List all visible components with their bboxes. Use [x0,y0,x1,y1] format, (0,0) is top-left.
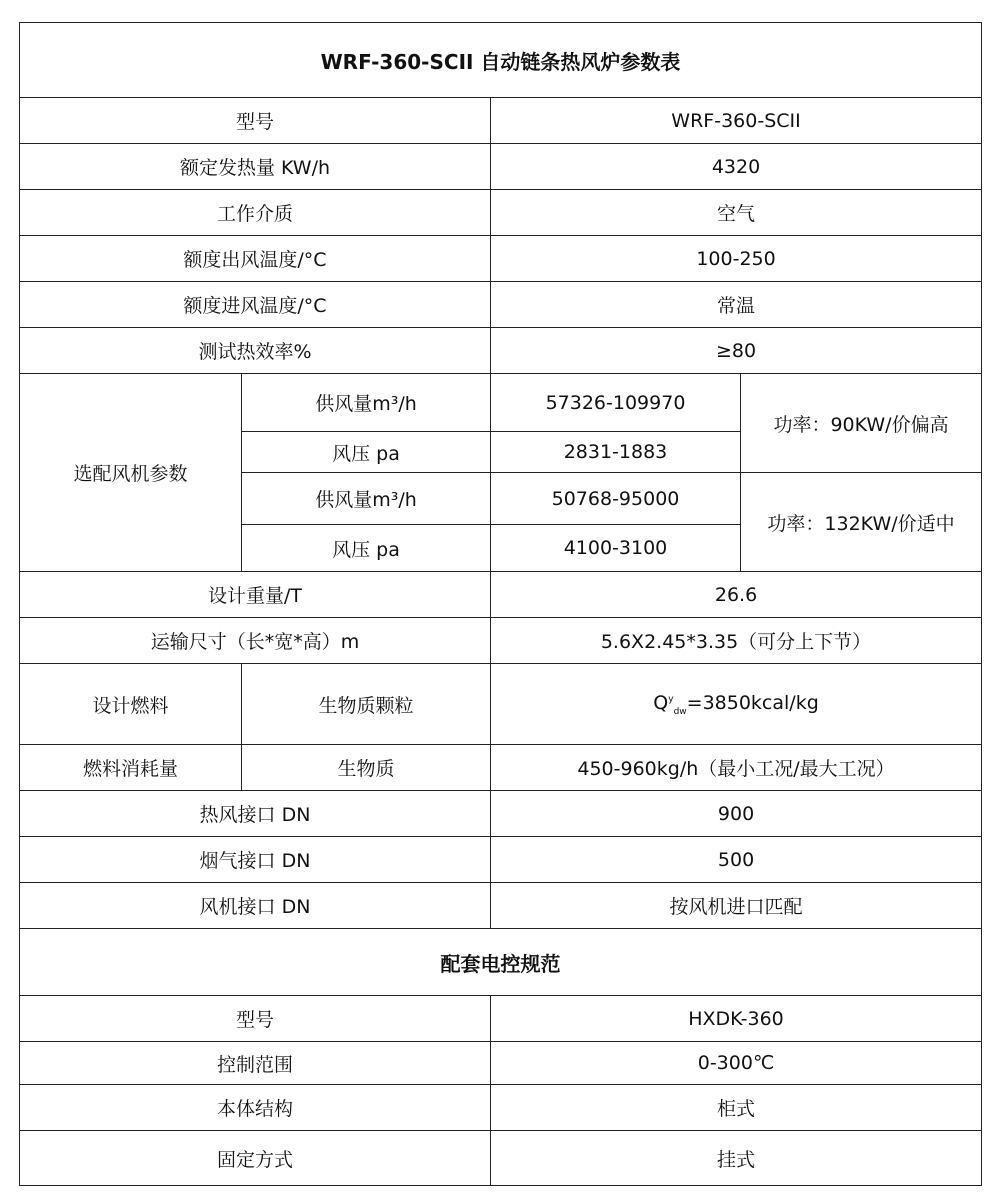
row-value: WRF-360-SCII [491,98,982,144]
row-label: 运输尺寸（长*宽*高）m [20,618,491,664]
row-value: ≥80 [491,328,982,374]
fan-airflow-label: 供风量m³/h [242,374,491,432]
row-value: 挂式 [491,1131,982,1186]
fan-airflow-label: 供风量m³/h [242,473,491,525]
consumption-value: 450-960kg/h（最小工况/最大工况） [491,745,982,791]
row-value: 100-250 [491,236,982,282]
fan-pressure-label: 风压 pa [242,525,491,572]
row-label: 本体结构 [20,1085,491,1131]
section-title: 配套电控规范 [20,929,982,996]
row-value: 0-300℃ [491,1042,982,1085]
row-value: 500 [491,837,982,883]
row-label: 额定发热量 KW/h [20,144,491,190]
fuel-label: 设计燃料 [20,664,242,745]
fan-label: 选配风机参数 [20,374,242,572]
row-value: 常温 [491,282,982,328]
row-value: HXDK-360 [491,996,982,1042]
row-value: 5.6X2.45*3.35（可分上下节） [491,618,982,664]
row-value: 4320 [491,144,982,190]
row-value: 按风机进口匹配 [491,883,982,929]
table-title: WRF-360-SCII 自动链条热风炉参数表 [20,23,982,98]
fan-pressure-value: 4100-3100 [491,525,741,572]
fuel-type: 生物质颗粒 [242,664,491,745]
row-label: 控制范围 [20,1042,491,1085]
row-label: 风机接口 DN [20,883,491,929]
row-label: 额度进风温度/°C [20,282,491,328]
fan-airflow-value: 57326-109970 [491,374,741,432]
row-value: 900 [491,791,982,837]
fan-pressure-label: 风压 pa [242,432,491,473]
row-value: 26.6 [491,572,982,618]
row-label: 型号 [20,98,491,144]
row-label: 测试热效率% [20,328,491,374]
row-label: 工作介质 [20,190,491,236]
row-label: 热风接口 DN [20,791,491,837]
fan-power: 功率：90KW/价偏高 [741,374,982,473]
row-label: 设计重量/T [20,572,491,618]
fuel-value: $Q^y_{dw}=3850kcal/kg$ [491,664,982,745]
fan-power: 功率：132KW/价适中 [741,473,982,572]
row-label: 固定方式 [20,1131,491,1186]
row-value: 柜式 [491,1085,982,1131]
row-label: 烟气接口 DN [20,837,491,883]
row-value: 空气 [491,190,982,236]
row-label: 额度出风温度/°C [20,236,491,282]
parameter-table [19,22,982,1186]
fan-pressure-value: 2831-1883 [491,432,741,473]
fan-airflow-value: 50768-95000 [491,473,741,525]
consumption-type: 生物质 [242,745,491,791]
row-label: 型号 [20,996,491,1042]
consumption-label: 燃料消耗量 [20,745,242,791]
